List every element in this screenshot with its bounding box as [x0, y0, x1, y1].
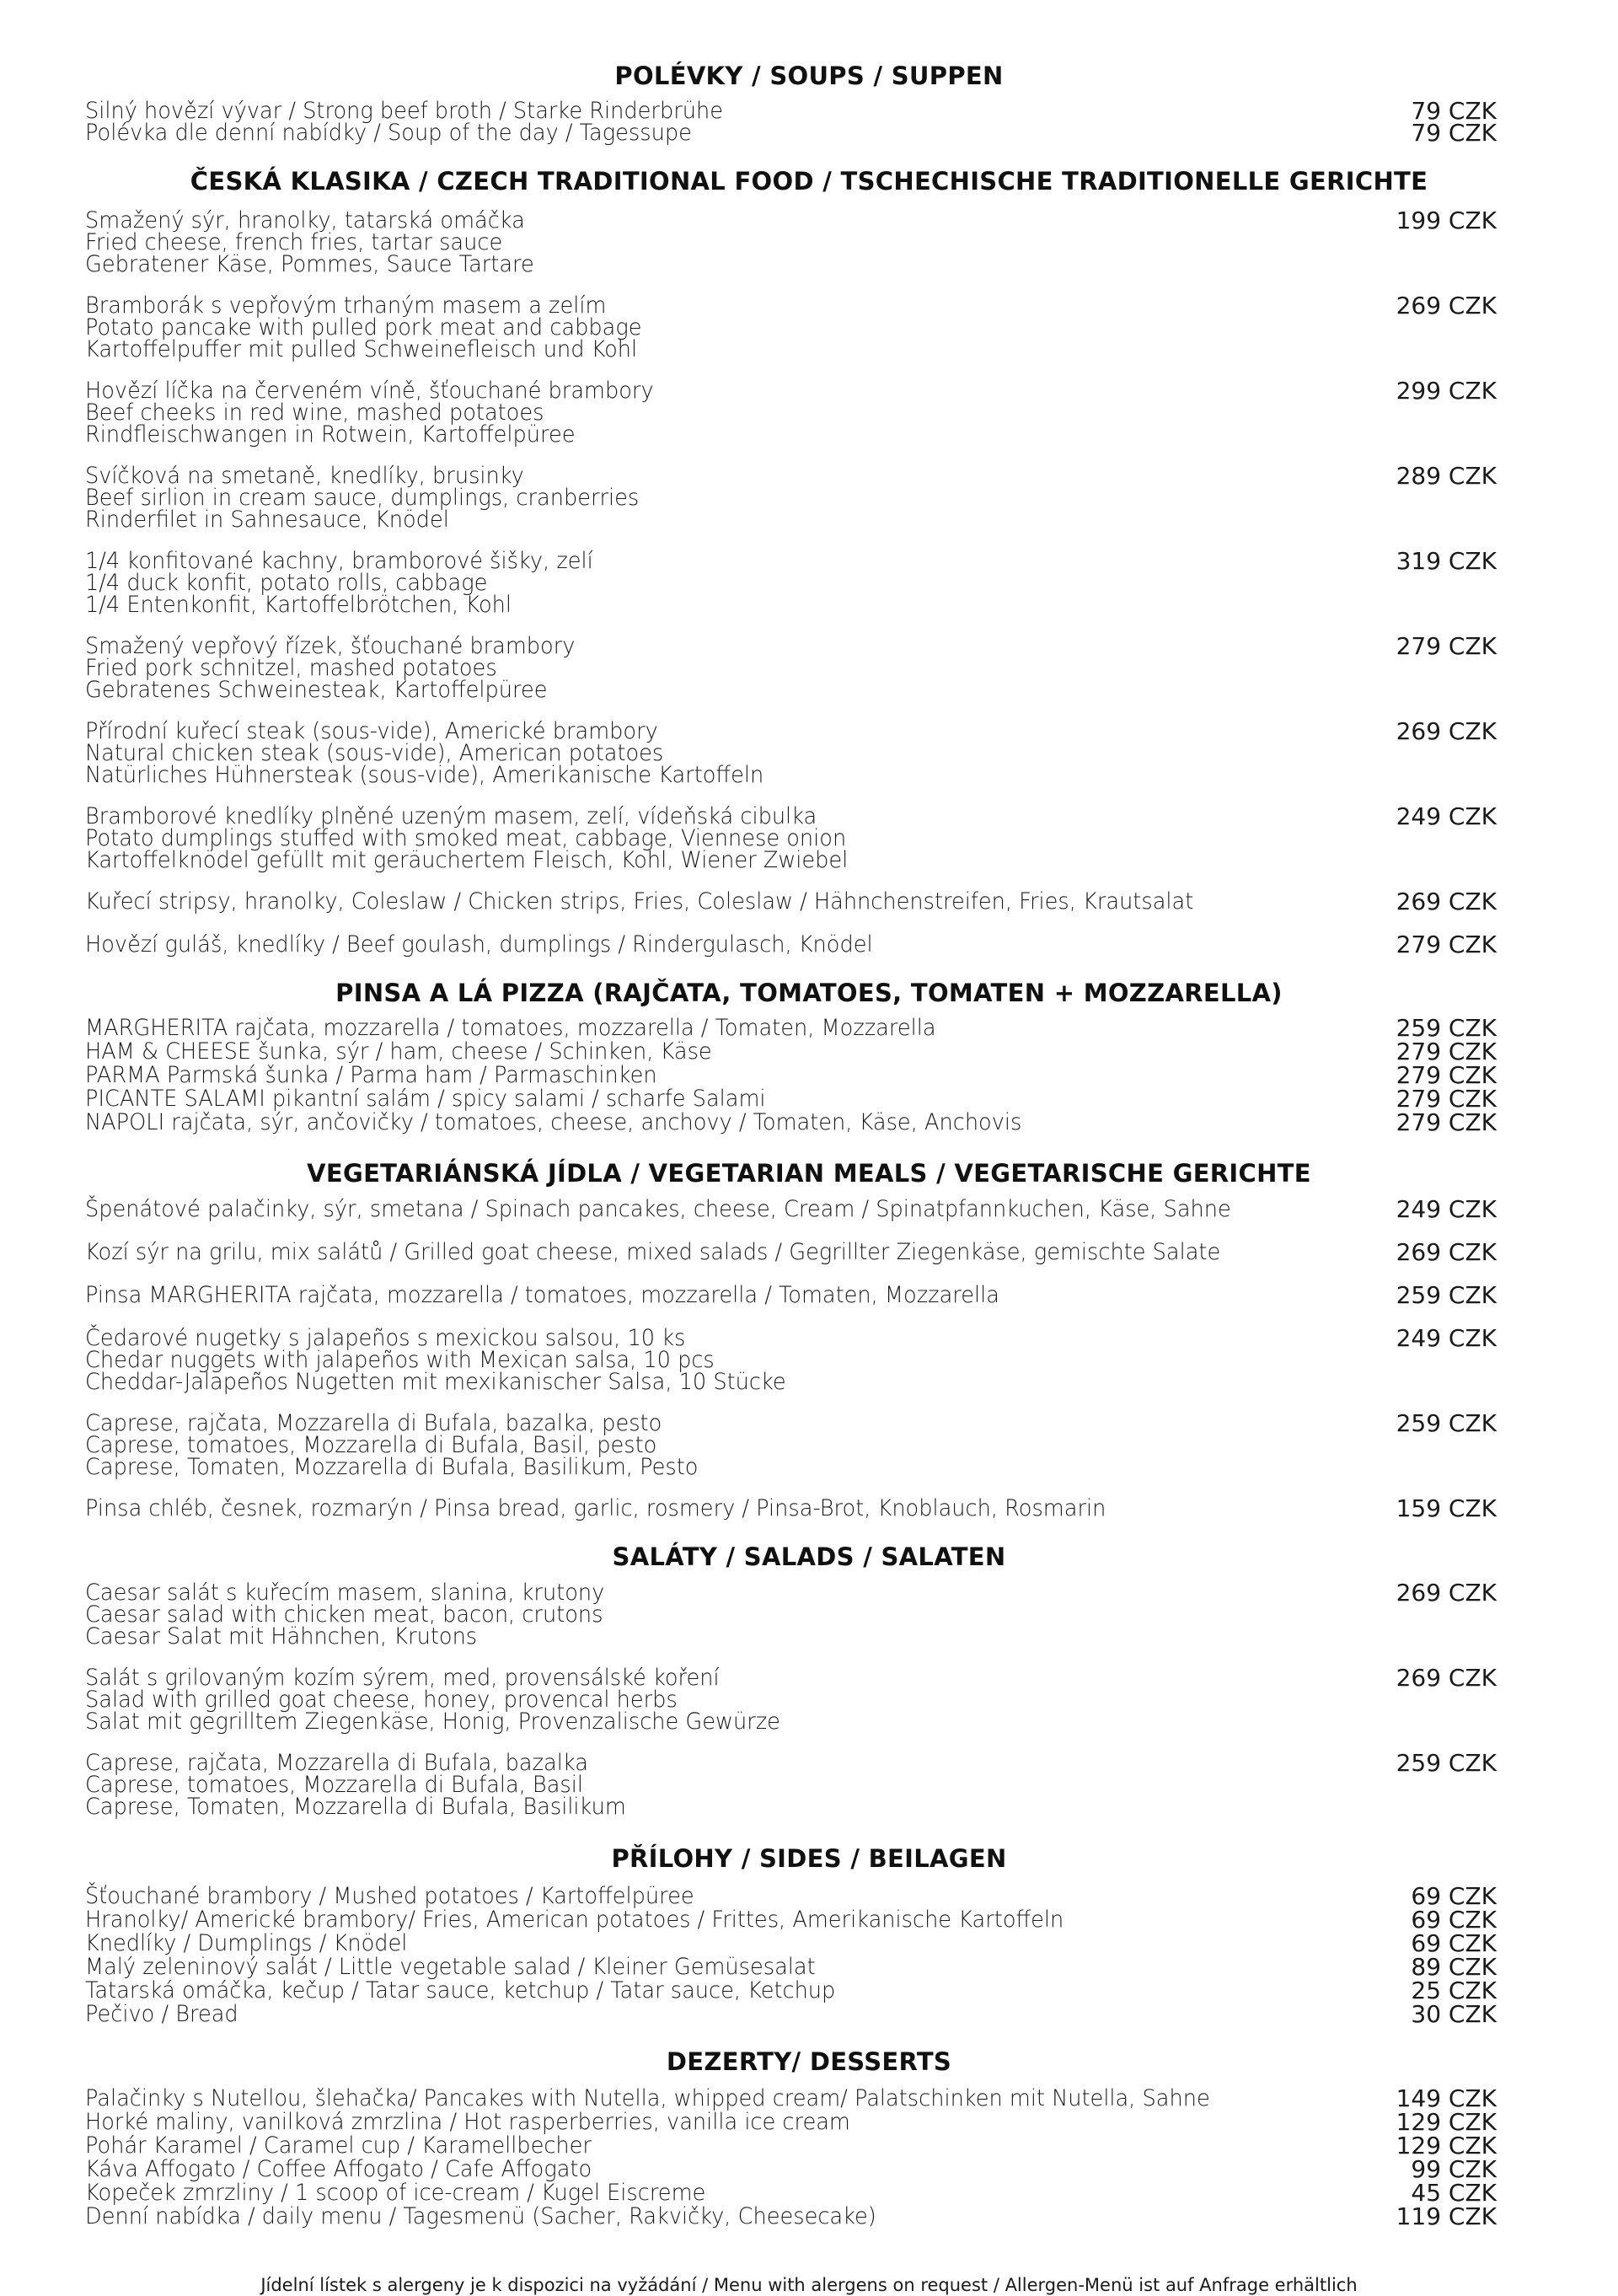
item-name: 1/4 konfitované kachny, bramborové šišky, zelí: [85, 548, 593, 574]
item-name: Horké maliny, vanilková zmrzlina / Hot rasperberries, vanilla ice cream: [85, 2109, 850, 2135]
item-price: 269 CZK: [1396, 888, 1497, 915]
item-name: Knedlíky / Dumplings / Knödel: [85, 1930, 408, 1956]
item-name: NAPOLI rajčata, sýr, ančovičky / tomatoes, cheese, anchovy / Tomaten, Käse, Anchovis: [85, 1109, 1022, 1135]
section-heading-salaty-salads-salaten: SALÁTY / SALADS / SALATEN: [612, 1542, 1006, 1571]
item-price: 269 CZK: [1396, 1664, 1497, 1692]
menu-item: [0, 1326, 1618, 1395]
item-name: Tatarská omáčka, kečup / Tatar sauce, ketchup / Tatar sauce, Ketchup: [85, 1977, 836, 2004]
menu-item: [0, 634, 1618, 703]
menu-item: [0, 1283, 1618, 1312]
item-translation: Fried pork schnitzel, mashed potatoes: [85, 655, 497, 681]
item-translation: Cheddar-Jalapeños Nugetten mit mexikanischer Salsa, 10 Stücke: [85, 1369, 786, 1395]
item-price: 69 CZK: [1411, 1929, 1497, 1957]
item-price: 99 CZK: [1411, 2155, 1497, 2183]
item-price: 79 CZK: [1411, 119, 1497, 147]
item-name: Palačinky s Nutellou, šlehačka/ Pancakes with Nutella, whipped cream/ Palatschinken mit Nutella, Sahne: [85, 2085, 1210, 2111]
menu-item: [0, 293, 1618, 362]
item-translation: Rindfleischwangen in Rotwein, Kartoffelpüree: [85, 421, 576, 448]
item-translation: Potato dumplings stuffed with smoked meat, cabbage, Viennese onion: [85, 825, 847, 851]
item-translation: Caprese, Tomaten, Mozzarella di Bufala, Basilikum, Pesto: [85, 1454, 699, 1480]
item-name: Caprese, rajčata, Mozzarella di Bufala, bazalka, pesto: [85, 1410, 662, 1436]
allergen-footer: Jídelní lístek s alergeny je k dispozici na vyžádání / Menu with alergens on request / Allergen-Menü ist auf Anfrage erhältlich: [260, 2275, 1358, 2295]
item-price: 159 CZK: [1396, 1494, 1497, 1522]
section-heading-polevky-soups-suppen: POLÉVKY / SOUPS / SUPPEN: [614, 62, 1004, 90]
item-name: Šťouchané brambory / Mushed potatoes / Kartoffelpüree: [85, 1883, 694, 1909]
item-price: 279 CZK: [1396, 632, 1497, 660]
item-translation: Gebratenes Schweinesteak, Kartoffelpüree: [85, 677, 548, 703]
menu-item: [0, 1411, 1618, 1480]
item-price: 249 CZK: [1396, 1324, 1497, 1352]
item-name: Hovězí líčka na červeném víně, šťouchané brambory: [85, 378, 654, 404]
item-price: 259 CZK: [1396, 1749, 1497, 1777]
item-price: 259 CZK: [1396, 1014, 1497, 1042]
menu-item: [0, 549, 1618, 618]
item-translation: Fried cheese, french fries, tartar sauce: [85, 229, 503, 255]
item-name: HAM & CHEESE šunka, sýr / ham, cheese / Schinken, Käse: [85, 1038, 712, 1065]
section-heading-prilohy-sides-beilagen: PŘÍLOHY / SIDES / BEILAGEN: [611, 1844, 1007, 1873]
item-translation: Rinderfilet in Sahnesauce, Knödel: [85, 507, 449, 533]
menu-item: [0, 1197, 1618, 1226]
item-name: Caprese, rajčata, Mozzarella di Bufala, bazalka: [85, 1750, 588, 1776]
item-name: Káva Affogato / Coffee Affogato / Cafe Affogato: [85, 2156, 592, 2182]
item-name: Kozí sýr na grilu, mix salátů / Grilled goat cheese, mixed salads / Gegrillter Ziegenkäse, gemischte Salate: [85, 1239, 1221, 1265]
item-price: 279 CZK: [1396, 1085, 1497, 1113]
item-name: Hovězí guláš, knedlíky / Beef goulash, dumplings / Rindergulasch, Knödel: [85, 931, 873, 958]
item-price: 89 CZK: [1411, 1953, 1497, 1981]
item-price: 289 CZK: [1396, 462, 1497, 490]
item-translation: Natural chicken steak (sous-vide), American potatoes: [85, 740, 664, 766]
item-price: 129 CZK: [1396, 2132, 1497, 2159]
item-translation: 1/4 Entenkonfit, Kartoffelbrötchen, Kohl: [85, 592, 512, 618]
menu-item: [0, 2002, 1618, 2030]
menu-item: [0, 889, 1618, 918]
menu-item: [0, 932, 1618, 961]
item-price: 269 CZK: [1396, 1238, 1497, 1266]
item-name: Hranolky/ Americké brambory/ Fries, American potatoes / Frittes, Amerikanische Kartoffeln: [85, 1907, 1064, 1933]
item-price: 269 CZK: [1396, 717, 1497, 745]
item-name: Bramborové knedlíky plněné uzeným masem, zelí, vídeňská cibulka: [85, 803, 817, 829]
item-price: 25 CZK: [1411, 1977, 1497, 2004]
item-name: Kopeček zmrzliny / 1 scoop of ice-cream / Kugel Eiscreme: [85, 2180, 706, 2206]
menu-item: [0, 1496, 1618, 1525]
item-name: Malý zeleninový salát / Little vegetable salad / Kleiner Gemüsesalat: [85, 1954, 816, 1980]
menu-item: [0, 804, 1618, 873]
item-price: 299 CZK: [1396, 377, 1497, 405]
item-price: 319 CZK: [1396, 547, 1497, 575]
item-name: Salát s grilovaným kozím sýrem, med, provensálské koření: [85, 1665, 720, 1691]
item-price: 279 CZK: [1396, 1108, 1497, 1136]
item-translation: Natürliches Hühnersteak (sous-vide), Amerikanische Kartoffeln: [85, 762, 764, 788]
item-price: 279 CZK: [1396, 1061, 1497, 1089]
item-name: Pečivo / Bread: [85, 2001, 238, 2027]
item-price: 249 CZK: [1396, 1195, 1497, 1223]
item-translation: Kartoffelpuffer mit pulled Schweinefleisch und Kohl: [85, 336, 638, 362]
item-translation: Caesar Salat mit Hähnchen, Krutons: [85, 1623, 478, 1650]
item-name: Polévka dle denní nabídky / Soup of the day / Tagessupe: [85, 120, 692, 146]
item-price: 259 CZK: [1396, 1281, 1497, 1309]
item-price: 119 CZK: [1396, 2202, 1497, 2230]
item-translation: Potato pancake with pulled pork meat and cabbage: [85, 314, 642, 341]
menu-item: [0, 121, 1618, 149]
item-price: 269 CZK: [1396, 1579, 1497, 1607]
item-price: 269 CZK: [1396, 292, 1497, 319]
item-translation: Caprese, tomatoes, Mozzarella di Bufala, Basil, pesto: [85, 1432, 657, 1458]
section-heading-ceska-klasika-czech-traditional-food-tsc: ČESKÁ KLASIKA / CZECH TRADITIONAL FOOD / TSCHECHISCHE TRADITIONELLE GERICHTE: [190, 167, 1428, 196]
menu-item: [0, 1580, 1618, 1650]
menu-item: [0, 1751, 1618, 1820]
item-name: Špenátové palačinky, sýr, smetana / Spinach pancakes, cheese, Cream / Spinatpfannkuchen, Käse, Sahne: [85, 1196, 1231, 1222]
item-name: Bramborák s vepřovým trhaným masem a zelím: [85, 292, 607, 319]
menu-item: [0, 208, 1618, 277]
item-price: 149 CZK: [1396, 2084, 1497, 2112]
item-name: Smažený sýr, hranolky, tatarská omáčka: [85, 207, 525, 233]
section-heading-dezerty-desserts: DEZERTY/ DESSERTS: [666, 2047, 952, 2076]
item-translation: 1/4 duck konfit, potato rolls, cabbage: [85, 570, 488, 596]
menu-item: [0, 1666, 1618, 1735]
item-translation: Gebratener Käse, Pommes, Sauce Tartare: [85, 251, 534, 277]
item-name: MARGHERITA rajčata, mozzarella / tomatoes, mozzarella / Tomaten, Mozzarella: [85, 1015, 936, 1041]
item-name: Přírodní kuřecí steak (sous-vide), Americké brambory: [85, 718, 658, 744]
item-translation: Caesar salad with chicken meat, bacon, crutons: [85, 1601, 603, 1628]
menu-item: [0, 378, 1618, 448]
item-price: 45 CZK: [1411, 2179, 1497, 2207]
menu-item: [0, 719, 1618, 788]
item-translation: Salat mit gegrilltem Ziegenkäse, Honig, Provenzalische Gewürze: [85, 1709, 780, 1735]
menu-item: [0, 1110, 1618, 1139]
item-price: 79 CZK: [1411, 97, 1497, 125]
item-price: 279 CZK: [1396, 931, 1497, 958]
item-price: 129 CZK: [1396, 2108, 1497, 2136]
item-name: Silný hovězí vývar / Strong beef broth / Starke Rinderbrühe: [85, 98, 723, 124]
item-translation: Caprese, tomatoes, Mozzarella di Bufala, Basil: [85, 1772, 583, 1798]
item-name: Denní nabídka / daily menu / Tagesmenü (Sacher, Rakvičky, Cheesecake): [85, 2203, 876, 2229]
item-translation: Caprese, Tomaten, Mozzarella di Bufala, Basilikum: [85, 1794, 626, 1820]
menu-item: [0, 1240, 1618, 1269]
section-heading-vegetarianska-jidla-vegetarian-meals-veg: VEGETARIÁNSKÁ JÍDLA / VEGETARIAN MEALS / VEGETARISCHE GERICHTE: [307, 1159, 1311, 1188]
item-price: 259 CZK: [1396, 1409, 1497, 1437]
item-price: 69 CZK: [1411, 1906, 1497, 1934]
item-name: Svíčková na smetaně, knedlíky, brusinky: [85, 463, 524, 489]
item-name: PICANTE SALAMI pikantní salám / spicy salami / scharfe Salami: [85, 1086, 766, 1112]
item-price: 279 CZK: [1396, 1038, 1497, 1065]
item-name: Čedarové nugetky s jalapeños s mexickou salsou, 10 ks: [85, 1325, 686, 1351]
item-translation: Beef sirlion in cream sauce, dumplings, cranberries: [85, 485, 640, 511]
item-name: Smažený vepřový řízek, šťouchané brambory: [85, 633, 576, 659]
item-translation: Kartoffelknödel gefüllt mit geräuchertem Fleisch, Kohl, Wiener Zwiebel: [85, 847, 849, 873]
item-name: Pinsa chléb, česnek, rozmarýn / Pinsa bread, garlic, rosmery / Pinsa-Brot, Knoblauch, Rosmarin: [85, 1495, 1106, 1521]
item-price: 199 CZK: [1396, 207, 1497, 234]
item-translation: Beef cheeks in red wine, mashed potatoes: [85, 400, 544, 426]
item-name: Kuřecí stripsy, hranolky, Coleslaw / Chicken strips, Fries, Coleslaw / Hähnchenstreifen, Fries, Krautsalat: [85, 888, 1194, 915]
item-name: Pohár Karamel / Caramel cup / Karamellbecher: [85, 2132, 592, 2159]
item-translation: Salad with grilled goat cheese, honey, provencal herbs: [85, 1687, 678, 1713]
menu-item: [0, 464, 1618, 533]
item-name: PARMA Parmská šunka / Parma ham / Parmaschinken: [85, 1062, 657, 1088]
item-price: 30 CZK: [1411, 2000, 1497, 2028]
menu-item: [0, 2204, 1618, 2233]
item-translation: Chedar nuggets with jalapeños with Mexican salsa, 10 pcs: [85, 1347, 715, 1373]
item-price: 249 CZK: [1396, 802, 1497, 830]
item-price: 69 CZK: [1411, 1882, 1497, 1910]
item-name: Pinsa MARGHERITA rajčata, mozzarella / tomatoes, mozzarella / Tomaten, Mozzarella: [85, 1282, 999, 1308]
item-name: Caesar salát s kuřecím masem, slanina, krutony: [85, 1580, 605, 1606]
section-heading-pinsa-a-la-pizza-rajcata-tomatoes-tomate: PINSA A LÁ PIZZA (RAJČATA, TOMATOES, TOMATEN + MOZZARELLA): [335, 979, 1283, 1007]
